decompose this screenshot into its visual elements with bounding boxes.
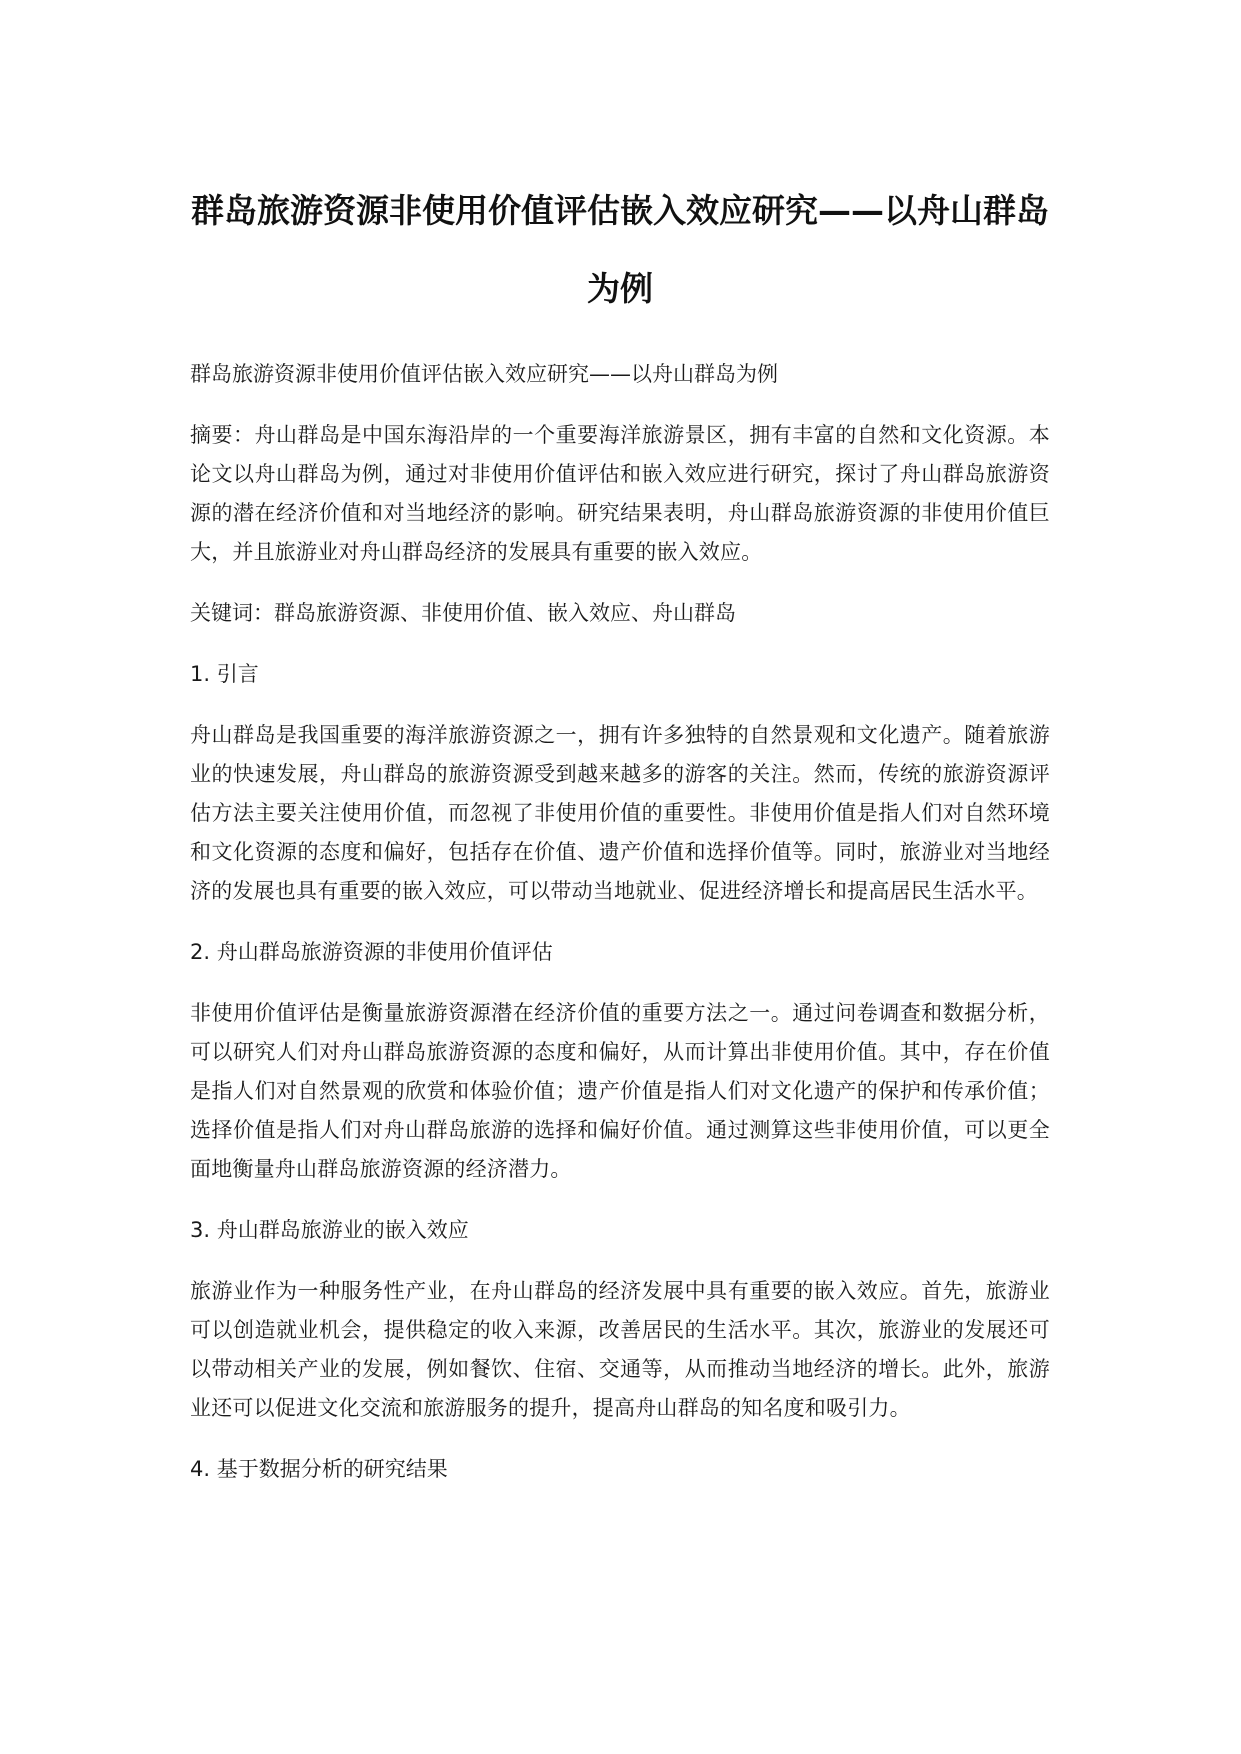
page-title: 群岛旅游资源非使用价值评估嵌入效应研究——以舟山群岛为例 — [191, 191, 1049, 308]
abstract-paragraph: 摘要：舟山群岛是中国东海沿岸的一个重要海洋旅游景区，拥有丰富的自然和文化资源。本论文以舟山群岛为例，通过对非使用价值评估和嵌入效应进行研究，探讨了舟山群岛旅游资源的潜在经济价值和对当地经济的影响。研究结果表明，舟山群岛旅游资源的非使用价值巨大，并且旅游业对舟山群岛经济的发展具有重要的嵌入效应。 — [190, 423, 1050, 564]
section-body-1: 舟山群岛是我国重要的海洋旅游资源之一，拥有许多独特的自然景观和文化遗产。随着旅游业的快速发展，舟山群岛的旅游资源受到越来越多的游客的关注。然而，传统的旅游资源评估方法主要关注使用价值，而忽视了非使用价值的重要性。非使用价值是指人们对自然环境和文化资源的态度和偏好，包括存在价值、遗产价值和选择价值等。同时，旅游业对当地经济的发展也具有重要的嵌入效应，可以带动当地就业、促进经济增长和提高居民生活水平。 — [190, 723, 1050, 903]
section-heading-1: 1. 引言 — [190, 662, 259, 686]
document-subtitle: 群岛旅游资源非使用价值评估嵌入效应研究——以舟山群岛为例 — [190, 362, 778, 386]
section-body-2: 非使用价值评估是衡量旅游资源潜在经济价值的重要方法之一。通过问卷调查和数据分析，可以研究人们对舟山群岛旅游资源的态度和偏好，从而计算出非使用价值。其中，存在价值是指人们对自然景观的欣赏和体验价值；遗产价值是指人们对文化遗产的保护和传承价值；选择价值是指人们对舟山群岛旅游的选择和偏好价值。通过测算这些非使用价值，可以更全面地衡量舟山群岛旅游资源的经济潜力。 — [190, 1001, 1050, 1181]
document-page — [190, 0, 1050, 1754]
section-body-3: 旅游业作为一种服务性产业，在舟山群岛的经济发展中具有重要的嵌入效应。首先，旅游业可以创造就业机会，提供稳定的收入来源，改善居民的生活水平。其次，旅游业的发展还可以带动相关产业的发展，例如餐饮、住宿、交通等，从而推动当地经济的增长。此外，旅游业还可以促进文化交流和旅游服务的提升，提高舟山群岛的知名度和吸引力。 — [190, 1279, 1050, 1420]
section-heading-2: 2. 舟山群岛旅游资源的非使用价值评估 — [190, 940, 553, 964]
document-body — [190, 355, 1050, 1511]
section-heading-3: 3. 舟山群岛旅游业的嵌入效应 — [190, 1218, 469, 1242]
keywords-line: 关键词：群岛旅游资源、非使用价值、嵌入效应、舟山群岛 — [190, 601, 736, 625]
section-heading-4: 4. 基于数据分析的研究结果 — [190, 1457, 448, 1481]
